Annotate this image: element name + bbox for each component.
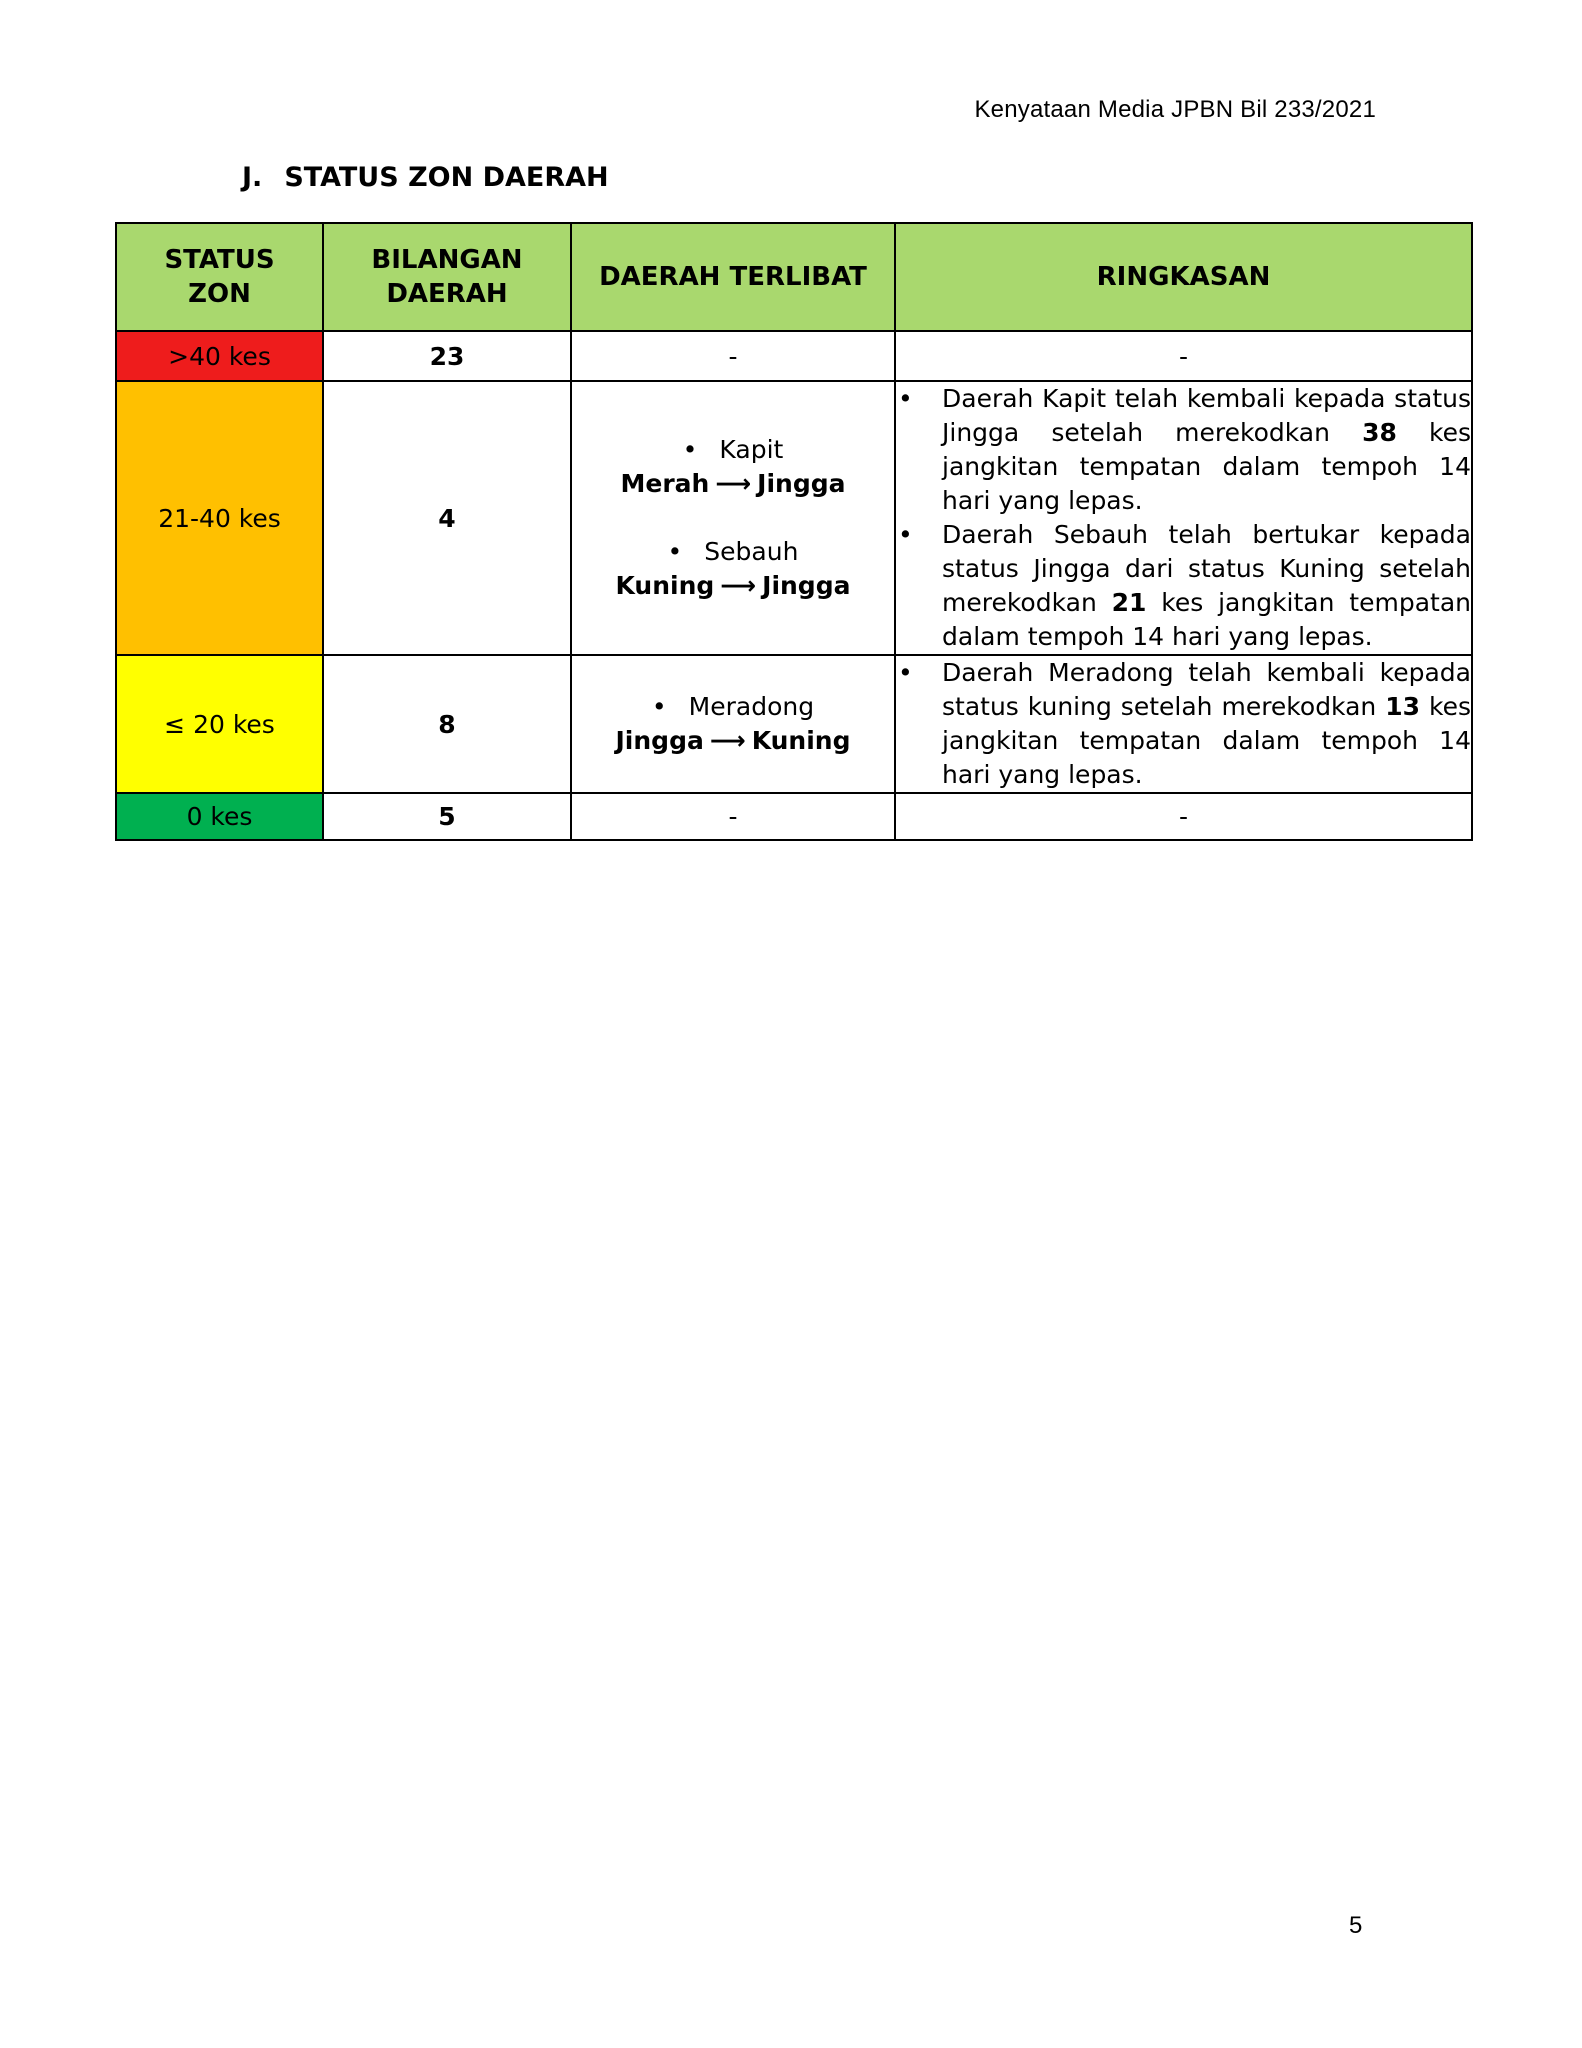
section-number: J.	[242, 162, 263, 193]
district-name: • Sebauh	[667, 537, 799, 566]
page-number: 5	[1349, 1912, 1363, 1939]
district-count-cell: 4	[323, 381, 571, 655]
district-count-cell: 8	[323, 655, 571, 793]
arrow-right-icon: ⟶	[720, 571, 757, 600]
district-count-cell: 23	[323, 331, 571, 381]
summary-cell: -	[895, 793, 1472, 840]
districts-cell	[571, 381, 895, 655]
header-status-zone: STATUS ZON	[116, 223, 323, 331]
bullet-icon: •	[898, 658, 913, 687]
summary-cell	[895, 655, 1472, 793]
bullet-icon: •	[667, 537, 683, 566]
bullet-icon: •	[898, 384, 913, 413]
header-summary: RINGKASAN	[895, 223, 1472, 331]
section-heading	[242, 162, 609, 193]
districts-cell: -	[571, 793, 895, 840]
summary-cell: -	[895, 331, 1472, 381]
status-zone-cell: 0 kes	[116, 793, 323, 840]
status-transition: Kuning ⟶ Jingga	[615, 571, 851, 600]
district-name: • Kapit	[682, 435, 784, 464]
document-reference: Kenyataan Media JPBN Bil 233/2021	[974, 96, 1376, 123]
summary-cell	[895, 381, 1472, 655]
arrow-right-icon: ⟶	[709, 726, 746, 755]
section-title-text: STATUS ZON DAERAH	[284, 162, 609, 193]
status-transition: Jingga ⟶ Kuning	[615, 726, 851, 755]
district-entry	[572, 433, 894, 501]
header-district-count: BILANGAN DAERAH	[323, 223, 571, 331]
districts-cell	[571, 655, 895, 793]
district-entry	[572, 535, 894, 603]
summary-item: • Daerah Sebauh telah bertukar kepada status Jingga dari status Kuning setelah merekodkan 21 kes jangkitan tempatan dalam tempoh 14 hari yang lepas.	[898, 520, 1471, 651]
status-zone-cell: 21-40 kes	[116, 381, 323, 655]
status-zone-cell: ≤ 20 kes	[116, 655, 323, 793]
table-row	[116, 655, 1472, 793]
table-row	[116, 793, 1472, 840]
bullet-icon: •	[682, 435, 698, 464]
district-count-cell: 5	[323, 793, 571, 840]
district-entry	[572, 690, 894, 758]
district-name: • Meradong	[651, 692, 815, 721]
status-zone-cell: >40 kes	[116, 331, 323, 381]
summary-item: • Daerah Kapit telah kembali kepada status Jingga setelah merekodkan 38 kes jangkitan tempatan dalam tempoh 14 hari yang lepas.	[898, 384, 1471, 515]
summary-item: • Daerah Meradong telah kembali kepada status kuning setelah merekodkan 13 kes jangkitan tempatan dalam tempoh 14 hari yang lepas.	[898, 658, 1471, 789]
bullet-icon: •	[898, 520, 913, 549]
bullet-icon: •	[651, 692, 667, 721]
table-row	[116, 331, 1472, 381]
district-zone-status-table	[115, 222, 1473, 841]
districts-cell: -	[571, 331, 895, 381]
status-transition: Merah ⟶ Jingga	[620, 469, 846, 498]
table-row	[116, 381, 1472, 655]
header-districts-involved: DAERAH TERLIBAT	[571, 223, 895, 331]
arrow-right-icon: ⟶	[715, 469, 752, 498]
table-header-row	[116, 223, 1472, 331]
